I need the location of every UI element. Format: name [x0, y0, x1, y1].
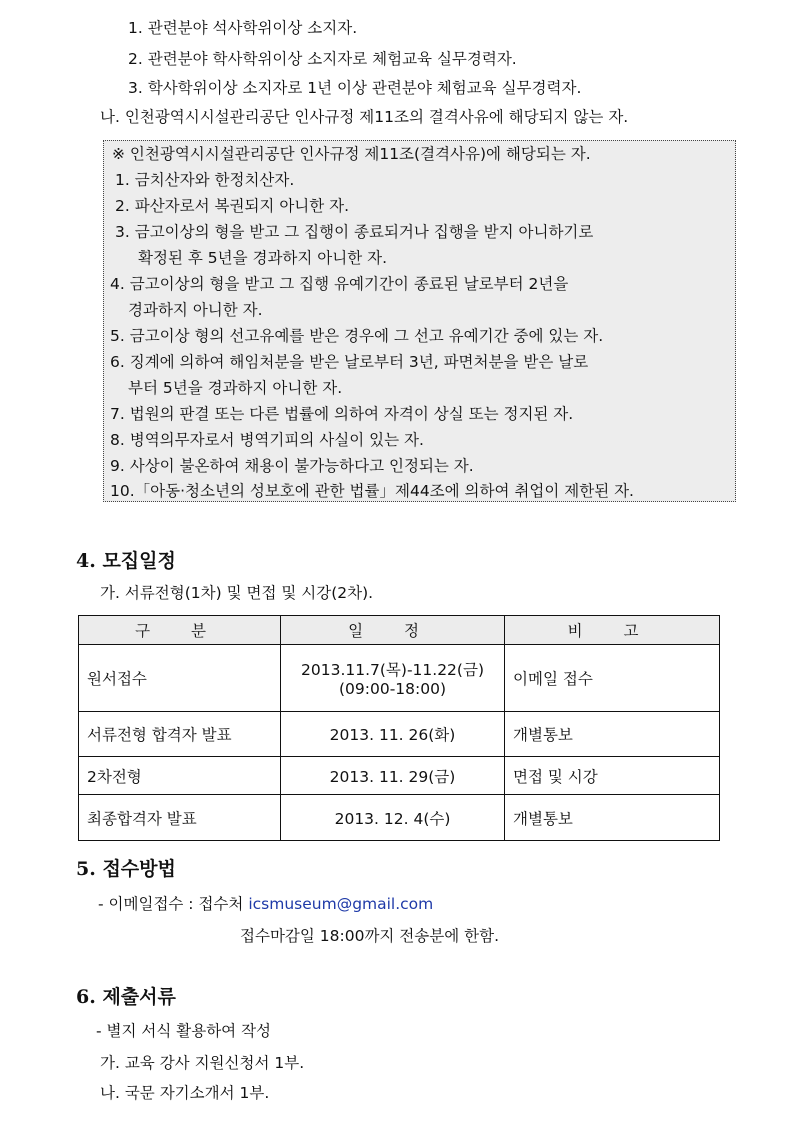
row-category: 2차전형	[79, 757, 281, 795]
table-row	[79, 795, 720, 841]
application-method-label: - 이메일접수 : 접수처	[98, 895, 244, 913]
disqualification-item: 9. 사상이 불온하여 채용이 불가능하다고 인정되는 자.	[110, 457, 474, 475]
row-schedule	[281, 645, 505, 712]
header-note: 비 고	[505, 616, 720, 645]
qualification-na: 나. 인천광역시시설관리공단 인사규정 제11조의 결격사유에 해당되지 않는 자.	[100, 108, 629, 126]
disqualification-item: 4. 금고이상의 형을 받고 그 집행 유예기간이 종료된 날로부터 2년을	[110, 275, 569, 293]
header-category: 구 분	[79, 616, 281, 645]
disqualification-item-cont: 부터 5년을 경과하지 아니한 자.	[128, 379, 343, 397]
disqualification-item: 8. 병역의무자로서 병역기피의 사실이 있는 자.	[110, 431, 424, 449]
disqualification-item: 5. 금고이상 형의 선고유예를 받은 경우에 그 선고 유예기간 중에 있는 자.	[110, 327, 604, 345]
section-5-heading: 5. 접수방법	[76, 858, 176, 880]
disqualification-box	[103, 140, 736, 502]
contact-email-link[interactable]: icsmuseum@gmail.com	[248, 895, 434, 913]
disqualification-item: 6. 징계에 의하여 해임처분을 받은 날로부터 3년, 파면처분을 받은 날로	[110, 353, 589, 371]
row-note: 개별통보	[505, 795, 720, 841]
disqualification-item: 10.「아동·청소년의 성보호에 관한 법률」제44조에 의하여 취업이 제한된 자.	[110, 482, 634, 500]
disqualification-item: 7. 법원의 판결 또는 다른 법률에 의하여 자격이 상실 또는 정지된 자.	[110, 405, 574, 423]
disqualification-item: 2. 파산자로서 복권되지 아니한 자.	[115, 197, 350, 215]
application-deadline: 접수마감일 18:00까지 전송분에 한함.	[240, 927, 500, 945]
row-schedule: 2013. 11. 26(화)	[281, 712, 505, 757]
row-category: 원서접수	[79, 645, 281, 712]
table-row	[79, 645, 720, 712]
section-6-heading: 6. 제출서류	[76, 986, 176, 1008]
table-row	[79, 757, 720, 795]
schedule-table	[78, 615, 720, 841]
qualification-1: 1. 관련분야 석사학위이상 소지자.	[128, 19, 358, 37]
row-note: 면접 및 시강	[505, 757, 720, 795]
schedule-header-row	[79, 616, 720, 645]
application-method	[98, 893, 433, 915]
disqualification-item-cont: 경과하지 아니한 자.	[128, 301, 263, 319]
row-schedule-time: (09:00-18:00)	[338, 680, 447, 698]
row-schedule: 2013. 11. 29(금)	[281, 757, 505, 795]
disqualification-item: 1. 금치산자와 한정치산자.	[115, 171, 295, 189]
disqualification-title: ※ 인천광역시시설관리공단 인사규정 제11조(결격사유)에 해당되는 자.	[112, 145, 591, 163]
qualification-3: 3. 학사학위이상 소지자로 1년 이상 관련분야 체험교육 실무경력자.	[128, 79, 582, 97]
disqualification-item: 3. 금고이상의 형을 받고 그 집행이 종료되거나 집행을 받지 아니하기로	[115, 223, 594, 241]
qualification-2: 2. 관련분야 학사학위이상 소지자로 체험교육 실무경력자.	[128, 50, 517, 68]
row-note: 이메일 접수	[505, 645, 720, 712]
row-category: 서류전형 합격자 발표	[79, 712, 281, 757]
table-row	[79, 712, 720, 757]
row-note: 개별통보	[505, 712, 720, 757]
documents-note: - 별지 서식 활용하여 작성	[96, 1022, 272, 1040]
document-item: 가. 교육 강사 지원신청서 1부.	[100, 1054, 305, 1072]
disqualification-item-cont: 확정된 후 5년을 경과하지 아니한 자.	[138, 249, 388, 267]
row-category: 최종합격자 발표	[79, 795, 281, 841]
section-4-subtitle: 가. 서류전형(1차) 및 면접 및 시강(2차).	[100, 584, 374, 602]
document-item: 나. 국문 자기소개서 1부.	[100, 1084, 270, 1102]
header-schedule: 일 정	[281, 616, 505, 645]
section-4-heading: 4. 모집일정	[76, 550, 176, 572]
row-schedule: 2013. 12. 4(수)	[281, 795, 505, 841]
row-schedule-date: 2013.11.7(목)-11.22(금)	[301, 661, 484, 679]
